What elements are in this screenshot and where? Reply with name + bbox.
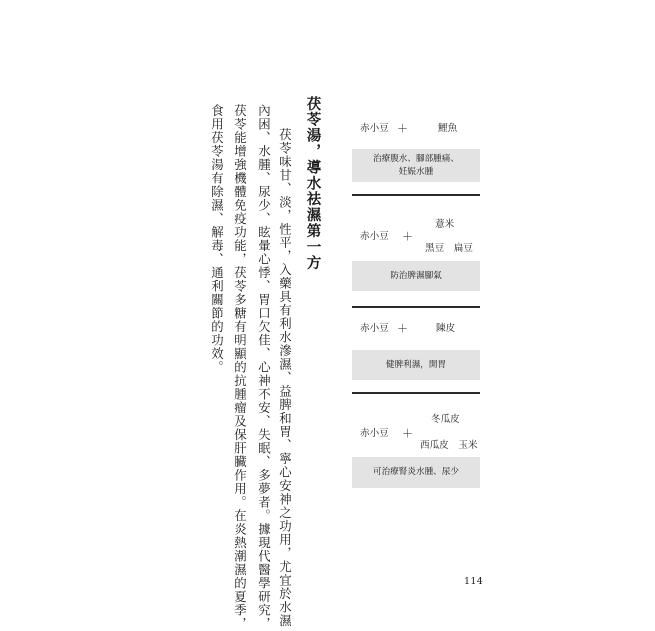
plus-sign: ＋ [402, 230, 413, 243]
recipe-effect [352, 149, 480, 182]
body-column-4: 食用茯苓湯有除濕、解毒、通利關節的功效。 [209, 104, 225, 374]
body-column-1: 茯苓味甘、淡，性平，入藥具有利水滲濕、益脾和胃、寧心安神之功用，尤宜於水濕 [277, 128, 293, 628]
recipe-ingredient: 薏米 [435, 219, 455, 230]
body-column-3: 茯苓能增強機體免疫功能，茯苓多糖有明顯的抗腫瘤及保肝臟作用。在炎熱潮濕的夏季， [232, 104, 248, 631]
article-title: 茯苓湯，導水祛濕第一方 [304, 96, 321, 271]
recipe-base: 赤小豆 [360, 123, 389, 134]
recipe-card-1 [352, 114, 480, 194]
recipe-card-2 [352, 210, 480, 305]
recipe-ingredient: 陳皮 [436, 323, 456, 334]
recipe-card-4 [352, 405, 480, 490]
effect-line: 健脾利濕，開胃 [385, 359, 447, 370]
recipe-base: 赤小豆 [360, 231, 389, 242]
effect-line: 可治療腎炎水腫、尿少 [373, 467, 459, 478]
recipe-base: 赤小豆 [360, 323, 389, 334]
recipe-base: 赤小豆 [360, 428, 389, 439]
effect-line: 治療腹水、腳部腫痛、 [373, 154, 459, 165]
recipe-effect [352, 457, 480, 488]
effect-line: 防治脾濕腳氣 [390, 270, 442, 281]
page-number: 114 [464, 576, 484, 587]
recipe-card-3 [352, 316, 480, 391]
plus-sign: ＋ [397, 322, 408, 335]
plus-sign: ＋ [402, 427, 413, 440]
recipe-ingredient: 鯉魚 [438, 123, 458, 134]
divider [352, 392, 480, 394]
body-column-2: 內困、水腫、尿少、眩暈心悸、胃口欠佳、心神不安、失眠、多夢者。據現代醫學研究， [256, 104, 272, 631]
recipe-ingredient: 西瓜皮 玉米 [420, 440, 478, 451]
recipe-ingredient: 冬瓜皮 [431, 414, 460, 425]
recipe-ingredient: 黑豆 扁豆 [425, 243, 473, 254]
recipe-effect [352, 350, 480, 380]
plus-sign: ＋ [397, 122, 408, 135]
divider [352, 194, 480, 196]
divider [352, 306, 480, 308]
effect-line: 妊娠水腫 [398, 166, 434, 177]
recipe-effect [352, 261, 480, 291]
